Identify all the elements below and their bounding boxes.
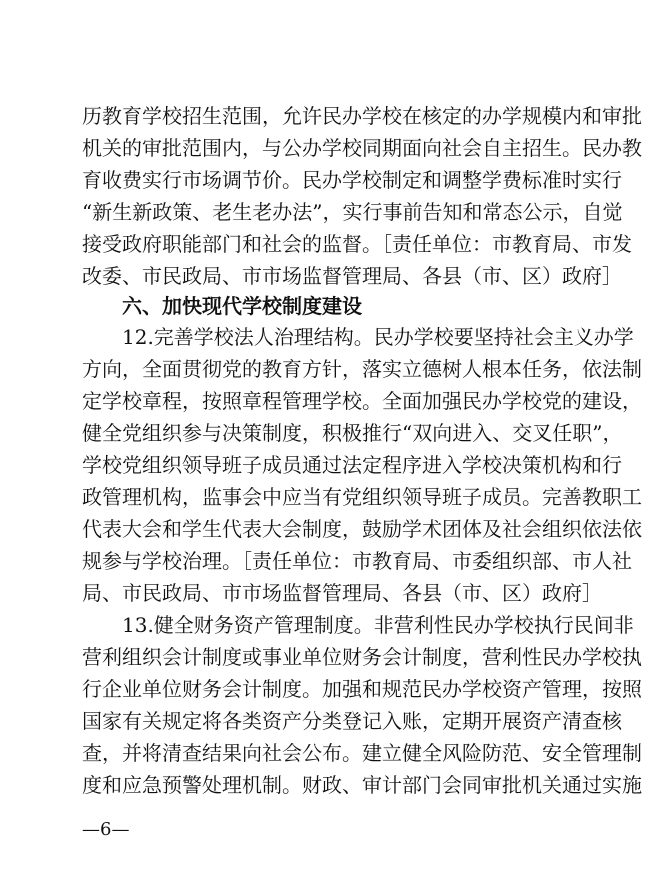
text-line: 代表大会和学生代表大会制度，鼓励学术团体及社会组织依法依 bbox=[82, 517, 642, 541]
text-line: 营利组织会计制度或事业单位财务会计制度，营利性民办学校执 bbox=[82, 645, 642, 669]
text-line: 度和应急预警处理机制。财政、审计部门会同审批机关通过实施 bbox=[82, 773, 642, 797]
text-line: 方向，全面贯彻党的教育方针，落实立德树人根本任务，依法制 bbox=[82, 357, 642, 381]
text-line: 历教育学校招生范围，允许民办学校在核定的办学规模内和审批 bbox=[82, 104, 642, 128]
text-line: 改委、市民政局、市市场监督管理局、各县（市、区）政府］ bbox=[82, 264, 622, 288]
text-line: 12.完善学校法人治理结构。民办学校要坚持社会主义办学 bbox=[122, 325, 634, 349]
section-heading: 六、加快现代学校制度建设 bbox=[122, 294, 362, 318]
text-line: 接受政府职能部门和社会的监督。［责任单位：市教育局、市发 bbox=[82, 232, 632, 256]
page-number: —6— bbox=[82, 819, 130, 840]
text-line: 育收费实行市场调节价。民办学校制定和调整学费标准时实行 bbox=[82, 168, 622, 192]
text-line: 学校党组织领导班子成员通过法定程序进入学校决策机构和行 bbox=[82, 453, 622, 477]
text-line: 政管理机构，监事会中应当有党组织领导班子成员。完善教职工 bbox=[82, 485, 642, 509]
text-line: 健全党组织参与决策制度，积极推行“双向进入、交叉任职”， bbox=[82, 421, 623, 445]
text-line: 13.健全财务资产管理制度。非营利性民办学校执行民间非 bbox=[122, 613, 634, 637]
text-line: 查，并将清查结果向社会公布。建立健全风险防范、安全管理制 bbox=[82, 741, 642, 765]
text-line: 国家有关规定将各类资产分类登记入账，定期开展资产清查核 bbox=[82, 709, 622, 733]
text-line: 规参与学校治理。［责任单位：市教育局、市委组织部、市人社 bbox=[82, 549, 632, 573]
text-line: 定学校章程，按照章程管理学校。全面加强民办学校党的建设， bbox=[82, 389, 642, 413]
text-line: 行企业单位财务会计制度。加强和规范民办学校资产管理，按照 bbox=[82, 677, 642, 701]
text-line: “新生新政策、老生老办法”，实行事前告知和常态公示，自觉 bbox=[82, 200, 623, 224]
text-line: 局、市民政局、市市场监督管理局、各县（市、区）政府］ bbox=[82, 581, 602, 605]
text-line: 机关的审批范围内，与公办学校同期面向社会自主招生。民办教 bbox=[82, 136, 642, 160]
